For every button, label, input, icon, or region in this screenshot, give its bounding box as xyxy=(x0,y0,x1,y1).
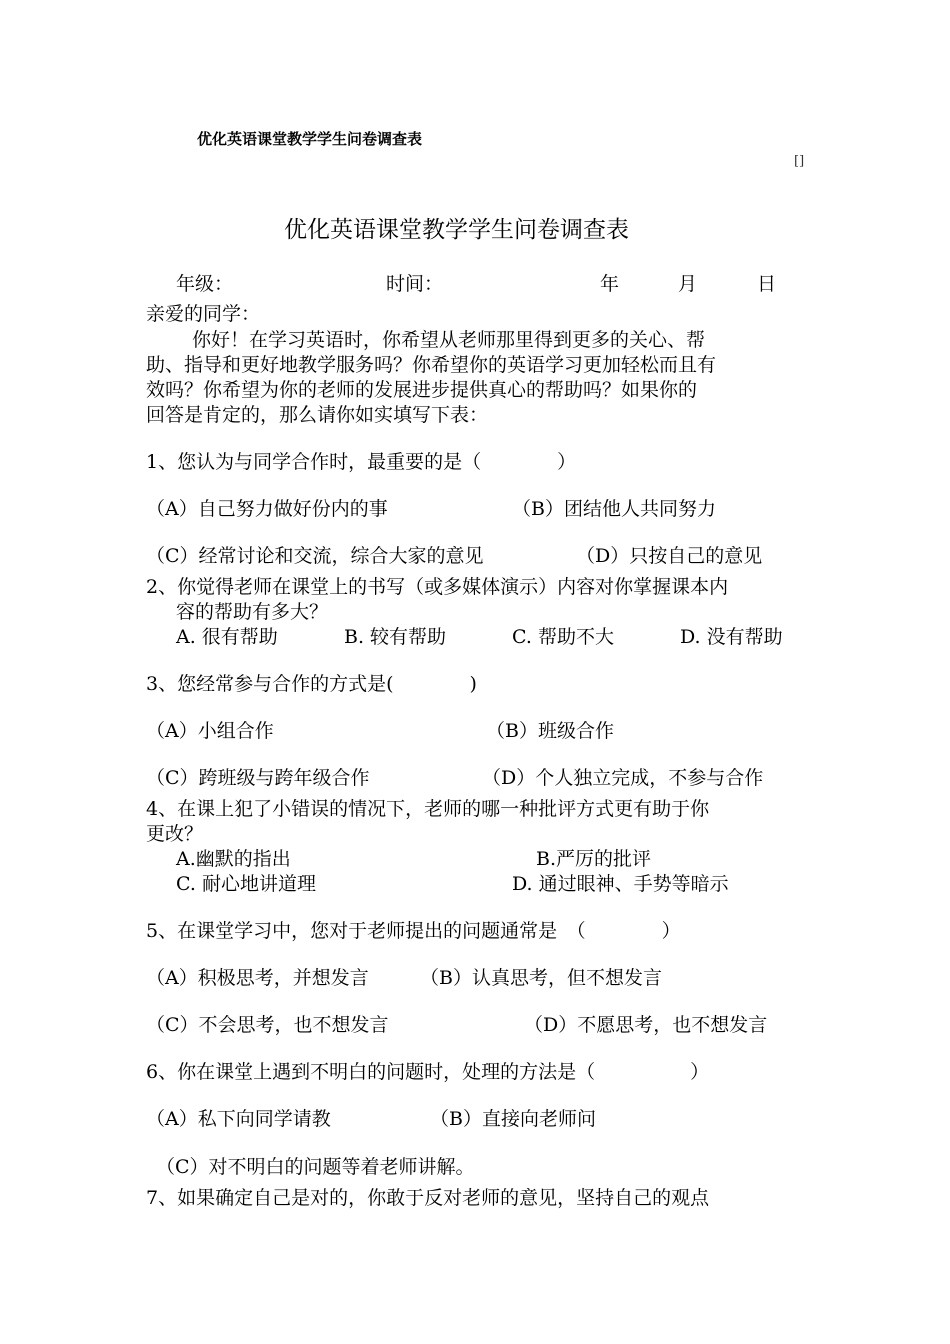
q2-stem-line-2: 容的帮助有多大？ xyxy=(176,601,329,623)
q4-option-a: A.幽默的指出 xyxy=(176,848,291,870)
q4-stem-line-2: 更改？ xyxy=(146,823,204,845)
q2-option-d: D. 没有帮助 xyxy=(680,626,783,648)
year-label: 年 xyxy=(600,273,620,295)
q5-stem: 5、在课堂学习中，您对于老师提出的问题通常是 （ ） xyxy=(146,920,681,942)
q2-option-c: C. 帮助不大 xyxy=(512,626,614,648)
q6-option-c: （C）对不明白的问题等着老师讲解。 xyxy=(156,1156,475,1178)
q5-option-c: （C）不会思考，也不想发言 xyxy=(146,1014,389,1036)
grade-label: 年级： xyxy=(176,273,234,295)
q5-option-d: （D）不愿思考，也不想发言 xyxy=(524,1014,768,1036)
month-label: 月 xyxy=(678,273,698,295)
time-label: 时间： xyxy=(386,273,444,295)
q6-option-b: （B）直接向老师问 xyxy=(430,1108,596,1130)
intro-line-4: 回答是肯定的，那么请你如实填写下表： xyxy=(146,404,489,426)
day-label: 日 xyxy=(757,273,777,295)
intro-line-1: 你好！在学习英语时，你希望从老师那里得到更多的关心、帮 xyxy=(192,329,706,351)
q6-option-a: （A）私下向同学请教 xyxy=(146,1108,331,1130)
q1-option-a: （A）自己努力做好份内的事 xyxy=(146,498,388,520)
q1-stem: 1、您认为与同学合作时，最重要的是（ ） xyxy=(146,451,577,473)
q3-option-d: （D）个人独立完成，不参与合作 xyxy=(482,767,764,789)
q1-option-c: （C）经常讨论和交流，综合大家的意见 xyxy=(146,545,484,567)
q3-option-a: （A）小组合作 xyxy=(146,720,274,742)
q4-option-b: B.严厉的批评 xyxy=(536,848,652,870)
q3-option-c: （C）跨班级与跨年级合作 xyxy=(146,767,370,789)
q4-stem-line-1: 4、在课上犯了小错误的情况下，老师的哪一种批评方式更有助于你 xyxy=(146,798,710,820)
q1-option-d: （D）只按自己的意见 xyxy=(576,545,763,567)
q2-stem-line-1: 2、你觉得老师在课堂上的书写（或多媒体演示）内容对你掌握课本内 xyxy=(146,576,729,598)
q3-stem: 3、您经常参与合作的方式是( ) xyxy=(146,673,477,695)
intro-line-2: 助、指导和更好地教学服务吗？你希望你的英语学习更加轻松而且有 xyxy=(146,354,717,376)
q2-option-a: A. 很有帮助 xyxy=(176,626,278,648)
q4-option-d: D. 通过眼神、手势等暗示 xyxy=(512,873,729,895)
q5-option-b: （B）认真思考，但不想发言 xyxy=(420,967,662,989)
q3-option-b: （B）班级合作 xyxy=(486,720,614,742)
q7-stem: 7、如果确定自己是对的，你敢于反对老师的意见，坚持自己的观点 xyxy=(146,1187,710,1209)
header-title: 优化英语课堂教学学生问卷调查表 xyxy=(197,130,423,148)
q5-option-a: （A）积极思考，并想发言 xyxy=(146,967,369,989)
q4-option-c: C. 耐心地讲道理 xyxy=(176,873,316,895)
q6-stem: 6、你在课堂上遇到不明白的问题时，处理的方法是（ ） xyxy=(146,1061,710,1083)
header-bracket: [] xyxy=(794,154,805,169)
intro-line-3: 效吗？你希望为你的老师的发展进步提供真心的帮助吗？如果你的 xyxy=(146,379,698,401)
page-title: 优化英语课堂教学学生问卷调查表 xyxy=(284,217,629,243)
q1-option-b: （B）团结他人共同努力 xyxy=(512,498,716,520)
greeting: 亲爱的同学： xyxy=(146,303,261,325)
q2-option-b: B. 较有帮助 xyxy=(344,626,447,648)
